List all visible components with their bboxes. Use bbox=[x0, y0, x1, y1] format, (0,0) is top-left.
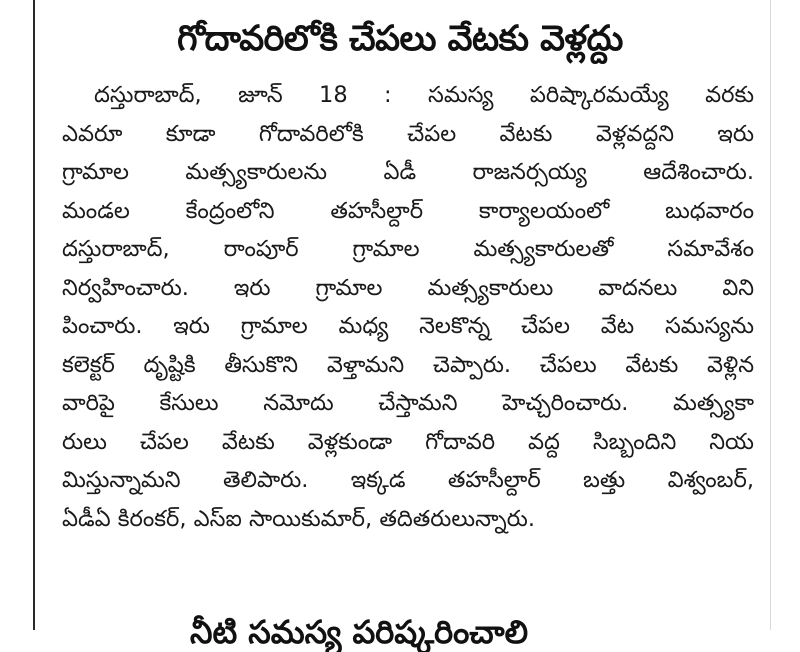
article-line: ఏడీఏ కిరంకర్, ఎస్ఐ సాయికుమార్, తదితరులున్నారు. bbox=[62, 505, 535, 532]
article-line: రులు చేపల వేటకు వెళ్లకుండా గోదావరి వద్ద సిబ్బందిని నియ bbox=[62, 428, 754, 455]
next-article-heading-cropped bbox=[190, 610, 620, 651]
article-body bbox=[62, 76, 754, 538]
article-line: దస్తురాబాద్, జూన్ 18 : సమస్య పరిష్కారమయ్యే వరకు bbox=[94, 82, 754, 108]
column-rule-right bbox=[770, 0, 771, 630]
article-line: దస్తురాబాద్, రాంపూర్ గ్రామాల మత్స్యకారులతో సమావేశం bbox=[62, 236, 754, 262]
article-line: ఎవరూ కూడా గోదావరిలోకి చేపల వేటకు వెళ్లవద్దని ఇరు bbox=[62, 120, 754, 147]
article-line: మండల కేంద్రంలోని తహసీల్దార్ కార్యాలయంలో బుధవారం bbox=[62, 197, 754, 224]
article-line: గ్రామాల మత్స్యకారులను ఏడీ రాజనర్సయ్య ఆదేశించారు. bbox=[62, 159, 754, 185]
article-line: మిస్తున్నామని తెలిపారు. ఇక్కడ తహసీల్దార్ బత్తు విశ్వంబర్, bbox=[62, 467, 754, 493]
article-headline: గోదావరిలోకి చేపలు వేటకు వెళ్లద్దు bbox=[177, 19, 623, 59]
article-line: పించారు. ఇరు గ్రామాల మధ్య నెలకొన్న చేపల వేట సమస్యను bbox=[62, 313, 754, 339]
column-rule-left bbox=[33, 0, 35, 630]
article-line: నిర్వహించారు. ఇరు గ్రామాల మత్స్యకారులు వాదనలు విని bbox=[62, 274, 754, 301]
article-line: వారిపై కేసులు నమోదు చేస్తామని హెచ్చరించారు. మత్స్యకా bbox=[62, 390, 754, 416]
article-line: కలెక్టర్ దృష్టికి తీసుకొని వెళ్తామని చెప్పారు. చేపలు వేటకు వెళ్లిన bbox=[62, 351, 754, 378]
next-article-heading-text: నీటి సమస్య పరిష్కరించాలి bbox=[190, 613, 529, 651]
